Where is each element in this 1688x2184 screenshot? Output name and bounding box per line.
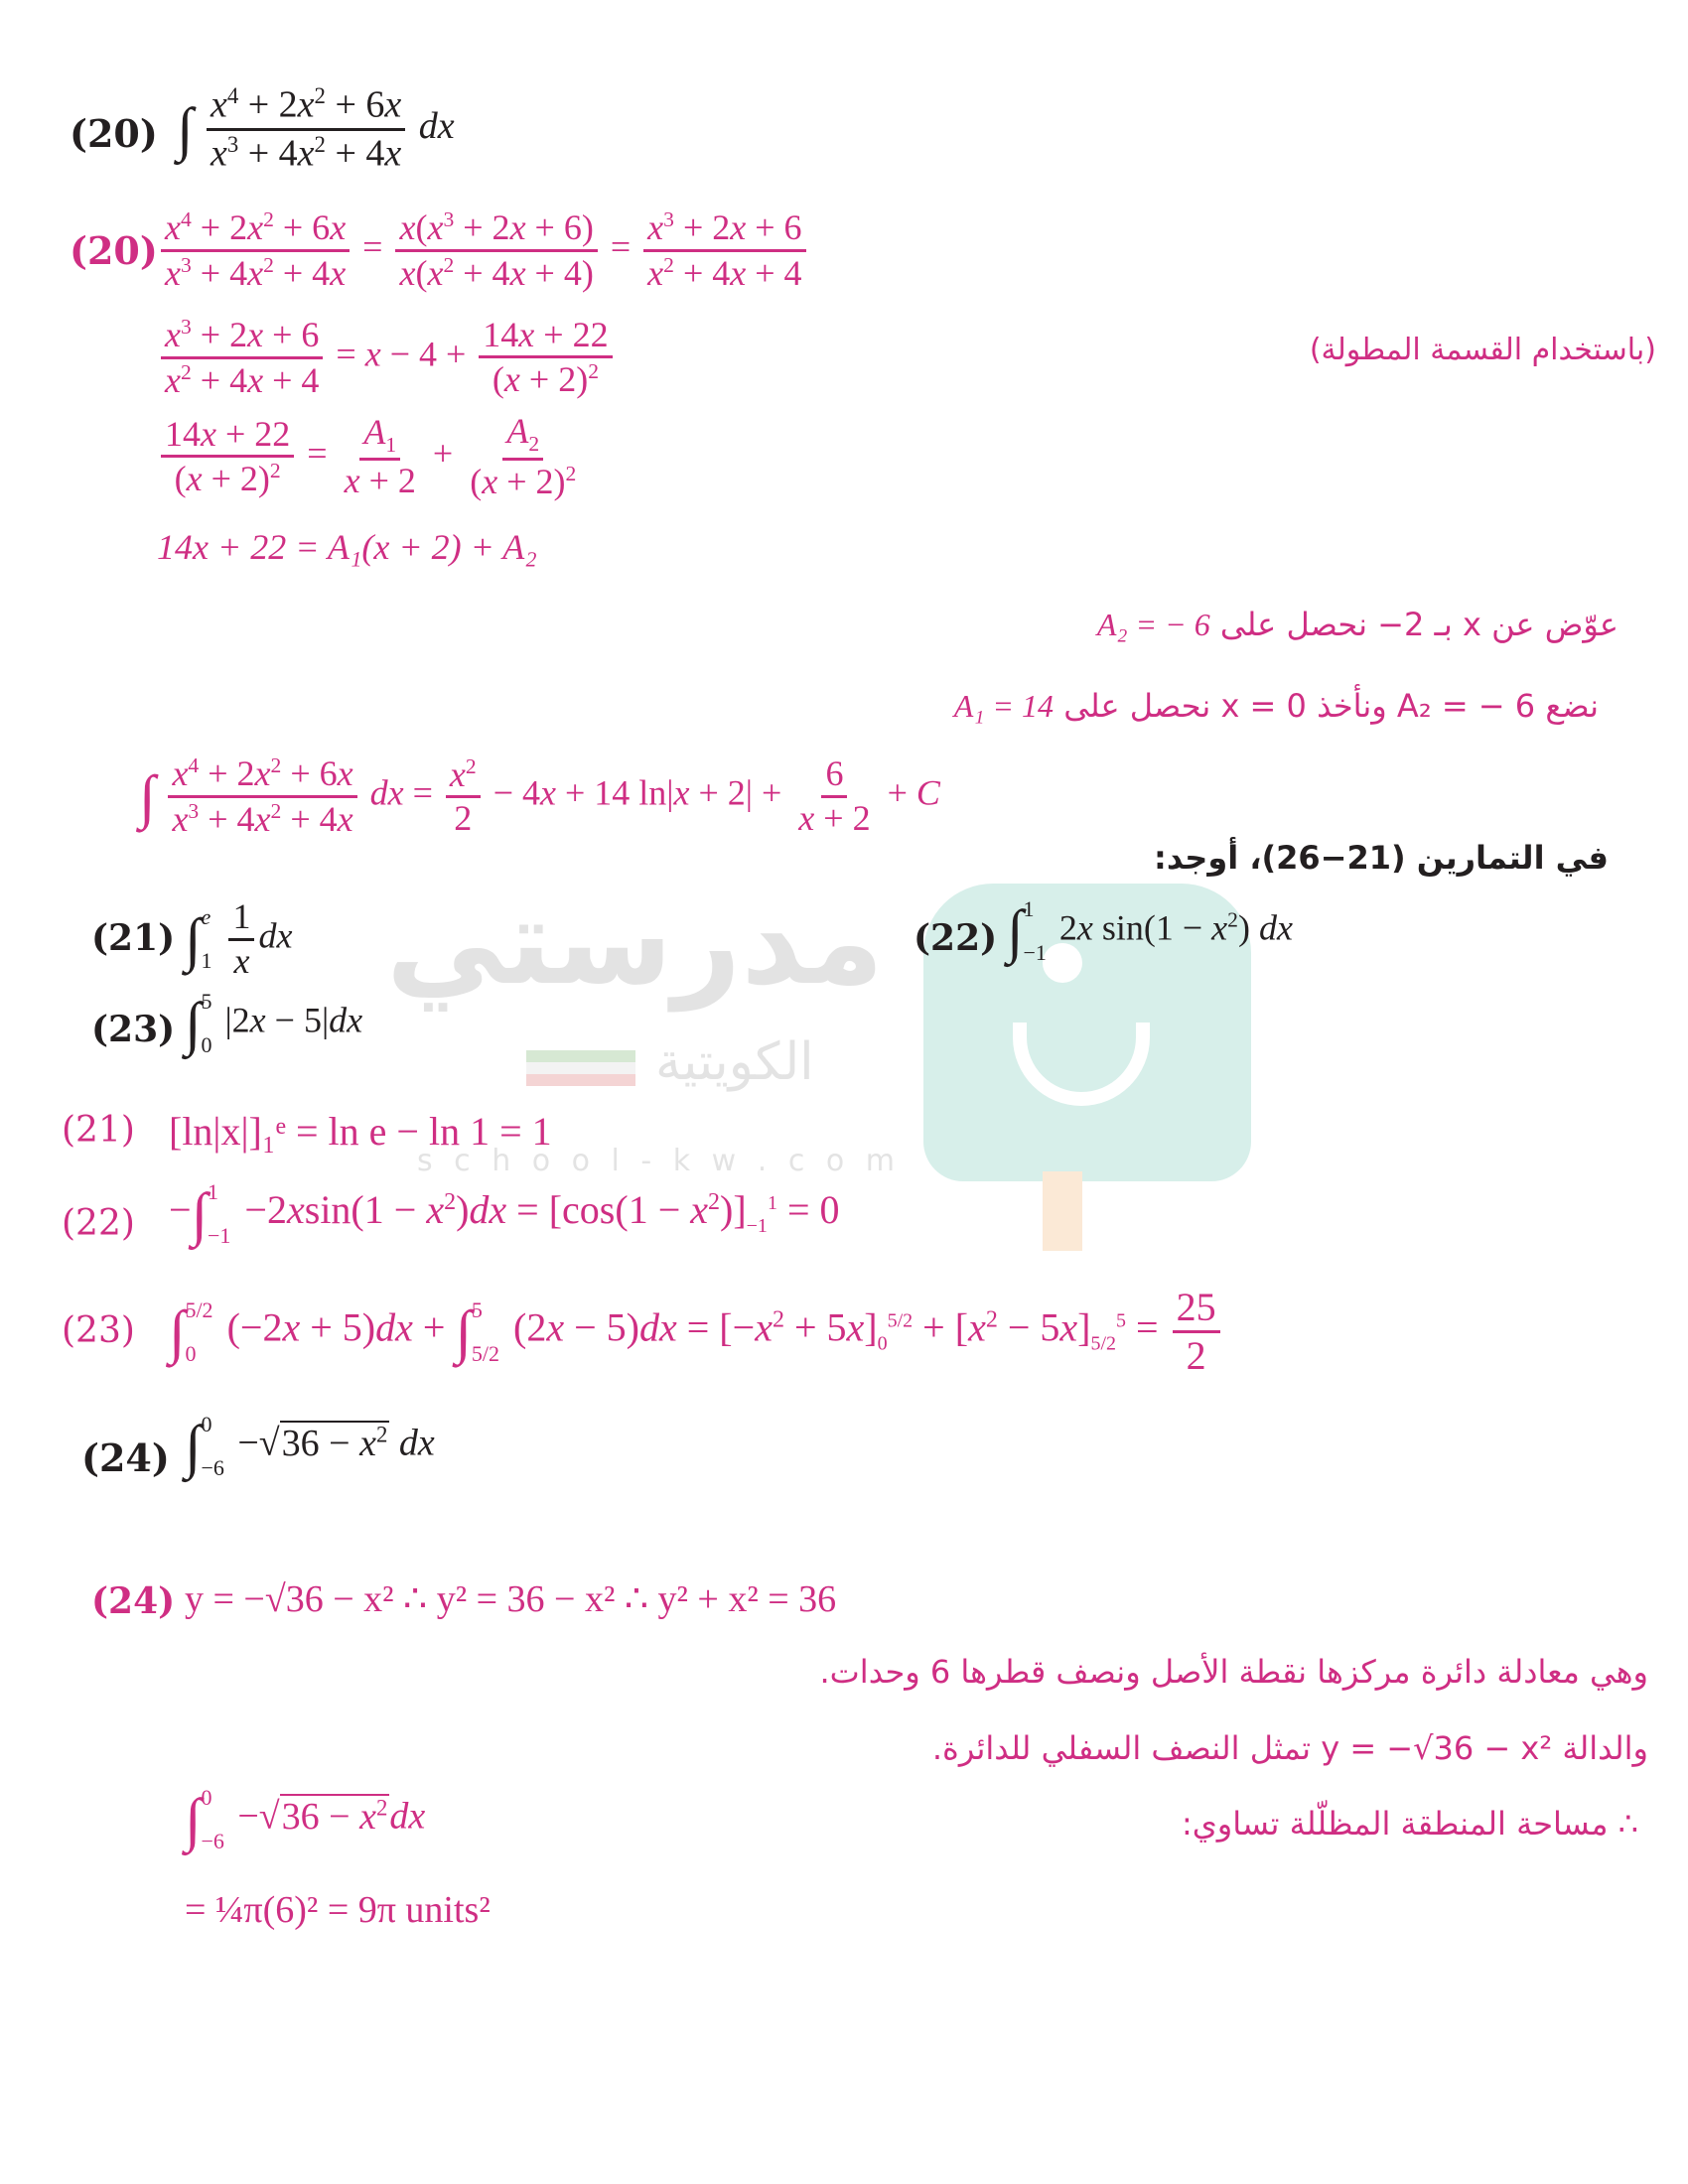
- solution-24-arabic-line2: والدالة y = −√36 − x² تمثل النصف السفلي للدائرة.: [931, 1729, 1648, 1767]
- solution-22-result: −∫ 1 −1 $-2xsin(1 - x^2)dx = [\cos(1 - x^2)]_{-1}^1 = 0$: [169, 1179, 840, 1248]
- solution-21-number: (21): [62, 1110, 135, 1151]
- solution-24-integral: ∫ 0 −6 $-√36 - x^2dx$: [185, 1785, 426, 1853]
- solution-24-arabic-line1: وهي معادلة دائرة مركزها نقطة الأصل ونصف قطرها 6 وحدات.: [819, 1653, 1648, 1691]
- exercise-header: في التمارين (21−26)، أوجد:: [1154, 839, 1609, 877]
- problem-20-number: (20): [70, 111, 158, 156]
- solution-20-step3: $\frac{14x + 22}{(x + 2)^2}$ = $\frac{A_1}{x + 2}$ + $\frac{A_2}{(x + 2)^2}$: [157, 413, 584, 501]
- take-text: نضع A₂ = − 6 ونأخذ x = 0 نحصل على: [1063, 687, 1599, 725]
- problem-23-number: (23): [91, 1009, 176, 1050]
- solution-24-line1: y = −√36 − x² ∴ y² = 36 − x² ∴ y² + x² = 36: [185, 1578, 837, 1620]
- problem-24-number: (24): [81, 1435, 170, 1480]
- watermark-sub-text: الكويتية: [655, 1032, 814, 1092]
- solution-21-result: [ln|x|]₁ᵉ = ln e − ln 1 = 1: [169, 1109, 552, 1154]
- solution-20-step4: 14x + 22 = A₁(x + 2) + A₂: [157, 527, 537, 567]
- substitute-result: A₂ = − 6: [1096, 607, 1210, 642]
- solution-20-step2: $\frac{x^3 + 2x + 6}{x^2 + 4x + 4}$ = x − 4 + $\frac{14x + 22}{(x + 2)^2}$: [157, 316, 617, 400]
- solution-23-result: ∫ 5/2 0 (−2x + 5)dx + ∫ 5 5/2 $(2x - 5)dx = [-x^2 + 5x]_0^{5/2} + [x^2 - 5x]_{5/2}^5$ = $\frac{25}{2}$: [169, 1287, 1224, 1377]
- problem-21-integral: ∫ e 1 $\frac{1}{x}$ dx: [185, 896, 293, 981]
- watermark-flag-icon: [526, 1050, 635, 1086]
- solution-22-number: (22): [62, 1203, 135, 1244]
- problem-22-integral: ∫ 1 −1 2x $\sin(1 - x^2)$ dx: [1007, 896, 1293, 965]
- solution-20-substitute-step: [1043, 606, 1618, 643]
- solution-24-number: (24): [91, 1580, 176, 1622]
- solution-20-final: ∫ $\frac{x^4 + 2x^2 + 6x}{x^3 + 4x^2 + 4x}$ dx = $\frac{x^2}{2}$ − 4x + 14 ln|x + 2| + $\frac{6}{x + 2}$ + C: [139, 753, 940, 839]
- solution-20-take-step: [884, 687, 1599, 725]
- solution-20-step1: $\frac{x^4 + 2x^2 + 6x}{x^3 + 4x^2 + 4x}$ = $\frac{x(x^3 + 2x + 6)}{x(x^2 + 4x + 4)}$ = $\frac{x^3 + 2x + 6}{x^2 + 4x + 4}$: [157, 208, 810, 293]
- solution-24-arabic-line3: ∴ مساحة المنطقة المظلّلة تساوي:: [1181, 1805, 1638, 1843]
- substitute-text: عوّض عن x بـ 2− نحصل على: [1219, 606, 1618, 643]
- solution-24-result: = ¼π(6)² = 9π units²: [185, 1889, 491, 1931]
- solution-20-number: (20): [70, 228, 158, 273]
- watermark-logo-stem-icon: [1043, 1171, 1082, 1251]
- problem-20-integral: ∫ $\frac{x^4 + 2x^2 + 6x}{x^3 + 4x^2 + 4x}$ dx: [177, 83, 455, 175]
- problem-22-number: (22): [914, 917, 998, 959]
- solution-20-long-division-note: (باستخدام القسمة المطولة): [1309, 333, 1656, 367]
- watermark-main-text: مدرستي: [385, 874, 884, 1012]
- solution-23-number: (23): [62, 1310, 135, 1351]
- problem-24-integral: ∫ 0 −6 $-√36 - x^2$ dx: [185, 1412, 435, 1480]
- problem-21-number: (21): [91, 917, 176, 959]
- take-result: A₁ = 14: [953, 688, 1055, 724]
- problem-23-integral: ∫ 5 0 |2x − 5|dx: [185, 989, 363, 1057]
- watermark-url-text: s c h o o l - k w . c o m: [417, 1144, 901, 1178]
